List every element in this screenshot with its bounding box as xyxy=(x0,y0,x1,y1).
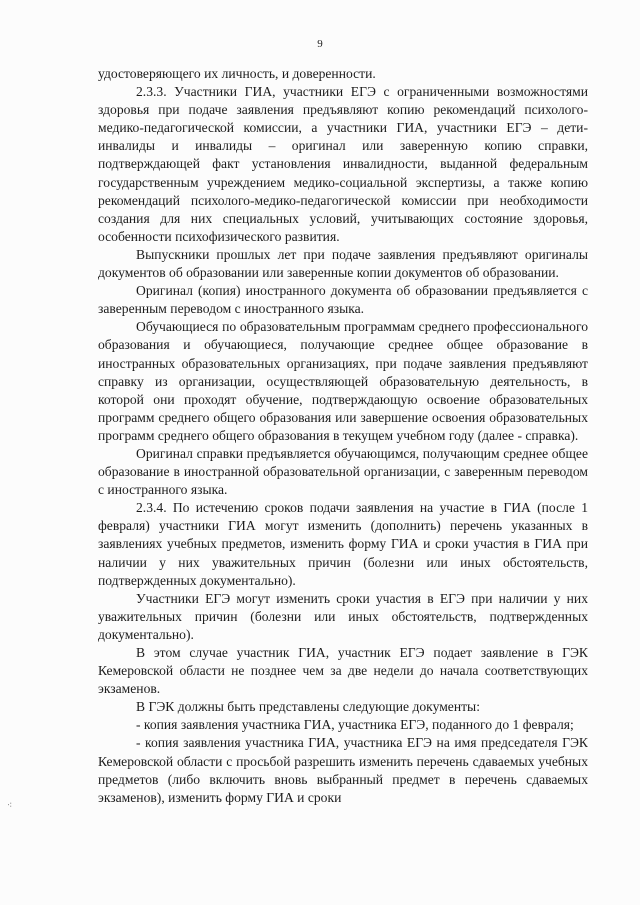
paragraph: Оригинал (копия) иностранного документа об образовании предъявляется с заверенным переводом с иностранного языка. xyxy=(98,283,588,317)
page-number: 9 xyxy=(317,38,323,50)
paragraph: Обучающиеся по образовательным программам среднего профессионального образования и обучающиеся, получающие среднее общее образование в иностранных образовательных организациях, при подаче заявления предъявляют справку из организации, осуществляющей образовательную деятельность, в которой они проходят обучение, подтверждающую освоение образовательных программ среднего общего образования или завершение освоения образовательных программ среднего общего образования в текущем учебном году (далее - справка). xyxy=(98,319,588,443)
paragraph: В ГЭК должны быть представлены следующие документы: xyxy=(136,699,480,715)
paragraph: Оригинал справки предъявляется обучающимся, получающим среднее общее образование в иностранной образовательной организации, с заверенным переводом с иностранного языка. xyxy=(98,445,588,498)
paragraph: 2.3.3. Участники ГИА, участники ЕГЭ с ограниченными возможностями здоровья при подаче заявления предъявляют копию рекомендаций психолого-медико-педагогической комиссии, а участники ГИА, участники ЕГЭ – дети-инвалиды и инвалиды – оригинал или заверенную копию справки, подтверждающей факт установления инвалидности, выданной федеральным государственным учреждением медико-социальной экспертизы, а также копию рекомендаций психолого-медико-педагогической комиссии при необходимости создания для них специальных условий, учитывающих состояние здоровья, особенности психофизического развития. xyxy=(98,84,588,244)
margin-mark: ⁖ xyxy=(7,800,13,810)
paragraph: Участники ЕГЭ могут изменить сроки участия в ЕГЭ при наличии у них уважительных причин (болезни или иных обстоятельств, подтвержденных документально). xyxy=(98,590,588,642)
document-body xyxy=(98,65,588,807)
paragraph: 2.3.4. По истечению сроков подачи заявления на участие в ГИА (после 1 февраля) участники ГИА могут изменить (дополнить) перечень указанных в заявлениях учебных предметов, изменить форму ГИА и сроки участия в ГИА при наличии у них уважительных причин (болезни или иных обстоятельств, подтвержденных документально). xyxy=(98,500,588,588)
paragraph: Выпускники прошлых лет при подаче заявления предъявляют оригиналы документов об образовании или заверенные копии документов об образовании. xyxy=(98,246,588,281)
paragraph: удостоверяющего их личность, и доверенности. xyxy=(98,66,376,81)
paragraph: - копия заявления участника ГИА, участника ЕГЭ на имя председателя ГЭК Кемеровской области с просьбой разрешить изменить перечень сдаваемых учебных предметов (либо включить вновь выбранный предмет в перечень сдаваемых экзаменов), изменить форму ГИА и сроки xyxy=(98,735,588,805)
paragraph: - копия заявления участника ГИА, участника ЕГЭ, поданного до 1 февраля; xyxy=(136,717,574,733)
paragraph: В этом случае участник ГИА, участник ЕГЭ подает заявление в ГЭК Кемеровской области не позднее чем за две недели до начала соответствующих экзаменов. xyxy=(98,645,588,697)
